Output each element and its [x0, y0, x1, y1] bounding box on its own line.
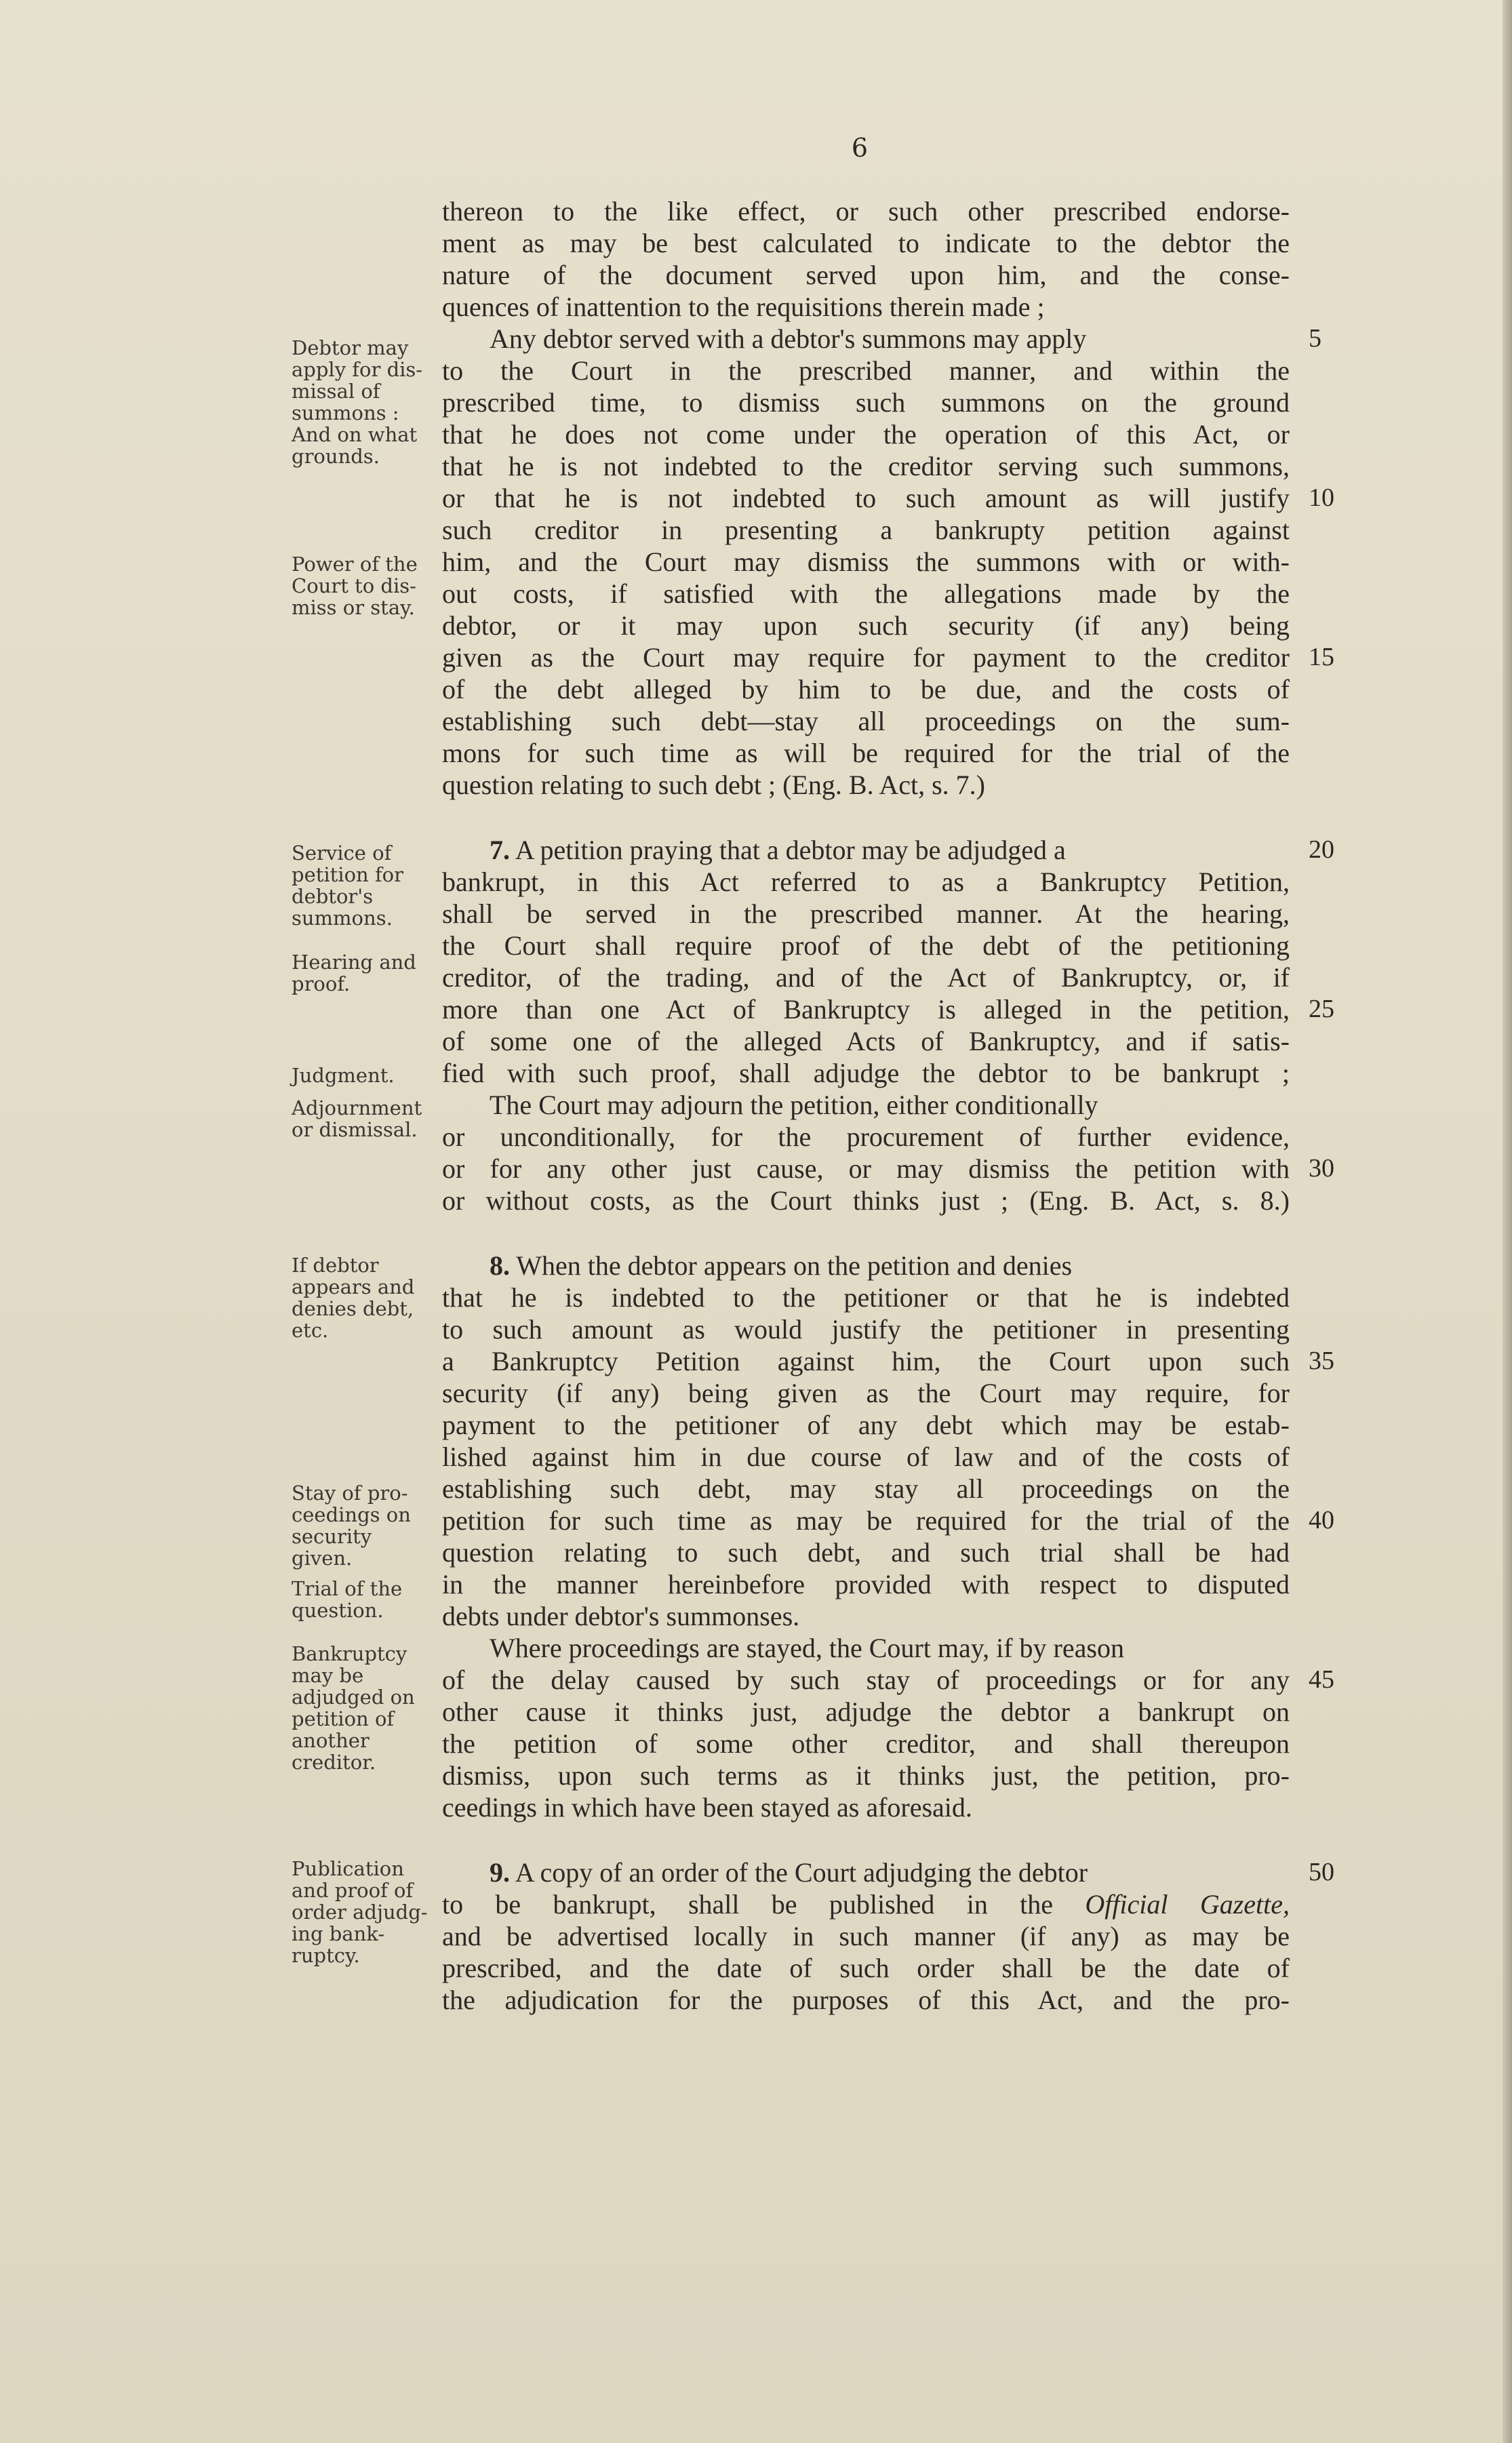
text-line: [442, 1632, 1290, 1664]
section-number: 8.: [490, 1250, 510, 1281]
text-line: [442, 1282, 1290, 1313]
line-number: 10: [1309, 483, 1334, 512]
margin-note-line: adjudged on: [292, 1686, 415, 1709]
margin-note-line: order adjudg-: [292, 1901, 428, 1924]
margin-note-line: debtor's: [292, 885, 374, 908]
text-line: [442, 418, 1290, 450]
text-line: [442, 1057, 1290, 1089]
text-line: [442, 1952, 1290, 1984]
section-number: 9.: [490, 1857, 510, 1888]
text-span: bankrupt, in this Act referred to as a Bankruptcy Petition,: [442, 867, 1290, 897]
text-span: prescribed time, to dismiss such summons on the ground: [442, 387, 1290, 418]
text-span: The Court may adjourn the petition, either conditionally: [490, 1090, 1098, 1120]
text-span: lished against him in due course of law and of the costs of: [442, 1442, 1290, 1472]
margin-note-line: And on what: [292, 423, 418, 446]
line-number: 35: [1309, 1347, 1334, 1375]
margin-note-line: another: [292, 1729, 370, 1752]
text-span: to the Court in the prescribed manner, and within the: [442, 355, 1290, 386]
text-span: given as the Court may require for payment to the creditor: [442, 642, 1290, 673]
line-number: 30: [1309, 1154, 1334, 1183]
text-line: [442, 578, 1290, 610]
text-line: [442, 227, 1290, 259]
margin-note-line: If debtor: [292, 1254, 379, 1277]
margin-note-line: appears and: [292, 1275, 415, 1298]
text-span: of some one of the alleged Acts of Bankruptcy, and if satis-: [442, 1026, 1290, 1056]
text-line: [442, 1984, 1290, 2016]
text-span: debts under debtor's summonses.: [442, 1601, 800, 1631]
text-span: establishing such debt—stay all proceedings on the sum-: [442, 706, 1290, 736]
text-span: dismiss, upon such terms as it thinks just, the petition, pro-: [442, 1760, 1290, 1791]
text-line: [442, 1153, 1290, 1185]
margin-note-line: Publication: [292, 1857, 404, 1880]
margin-note-line: Bankruptcy: [292, 1642, 407, 1665]
text-span: more than one Act of Bankruptcy is alleged in the petition,: [442, 994, 1290, 1025]
text-span: ceedings in which have been stayed as aforesaid.: [442, 1792, 972, 1823]
margin-note-line: denies debt,: [292, 1297, 414, 1320]
margin-note-line: creditor.: [292, 1751, 376, 1774]
margin-note-line: Judgment.: [292, 1064, 395, 1087]
margin-note: [292, 1578, 447, 1621]
text-span: nature of the document served upon him, and the conse-: [442, 260, 1290, 290]
text-line: [442, 834, 1290, 866]
text-span: security (if any) being given as the Court may require, for: [442, 1378, 1290, 1408]
text-span: that he is indebted to the petitioner or that he is indebted: [442, 1282, 1290, 1313]
page-edge: [1503, 0, 1512, 2443]
margin-note: [292, 337, 447, 467]
text-line: [442, 1920, 1290, 1952]
line-number: 50: [1309, 1858, 1334, 1886]
text-span: a Bankruptcy Petition against him, the Court upon such: [442, 1346, 1290, 1376]
text-line: [442, 930, 1290, 961]
margin-note-line: Service of: [292, 841, 392, 865]
text-line: [442, 291, 1290, 323]
text-line: [442, 641, 1290, 673]
text-span: payment to the petitioner of any debt which may be estab-: [442, 1410, 1290, 1440]
text-line: [442, 1696, 1290, 1728]
margin-note-line: security: [292, 1525, 372, 1548]
margin-note-line: petition of: [292, 1707, 395, 1730]
text-span: the adjudication for the purposes of this Act, and the pro-: [442, 1985, 1290, 2015]
text-line: [442, 1505, 1290, 1536]
margin-note-line: Debtor may: [292, 336, 409, 359]
text-span: Any debtor served with a debtor's summons may apply: [490, 323, 1087, 354]
text-line: [442, 1121, 1290, 1153]
text-line: [442, 195, 1290, 227]
text-span: the petition of some other creditor, and shall thereupon: [442, 1728, 1290, 1759]
text-line: [442, 1185, 1290, 1216]
margin-note-line: miss or stay.: [292, 596, 415, 619]
text-line: [442, 1409, 1290, 1441]
text-span: petition for such time as may be required for the trial of the: [442, 1505, 1290, 1536]
margin-note-line: Power of the: [292, 553, 418, 576]
margin-note-line: Adjournment: [292, 1096, 422, 1119]
text-line: [442, 1568, 1290, 1600]
text-line: [442, 961, 1290, 993]
margin-note: [292, 951, 447, 995]
text-line: [442, 546, 1290, 578]
text-line: [442, 259, 1290, 291]
text-span: other cause it thinks just, adjudge the debtor a bankrupt on: [442, 1696, 1290, 1727]
text-line: [442, 1250, 1290, 1282]
text-span: question relating to such debt, and such trial shall be had: [442, 1537, 1290, 1568]
text-span: or that he is not indebted to such amount as will justify: [442, 483, 1290, 513]
margin-note-line: missal of: [292, 380, 380, 403]
margin-note: [292, 553, 447, 618]
margin-note: [292, 1065, 447, 1086]
text-span: question relating to such debt ; (Eng. B. Act, s. 7.): [442, 770, 985, 800]
text-line: [442, 1441, 1290, 1473]
margin-note-line: or dismissal.: [292, 1118, 418, 1141]
text-line: [442, 673, 1290, 705]
text-line: [442, 610, 1290, 641]
margin-note: [292, 842, 447, 929]
text-line: [442, 1345, 1290, 1377]
margin-note: [292, 1643, 447, 1773]
line-number: 25: [1309, 995, 1334, 1023]
text-line: [442, 1377, 1290, 1409]
line-number: 5: [1309, 324, 1321, 353]
margin-note-line: given.: [292, 1547, 353, 1570]
text-line: [442, 482, 1290, 514]
text-span: or unconditionally, for the procurement of further evidence,: [442, 1121, 1290, 1152]
line-number: 20: [1309, 835, 1334, 864]
text-span: fied with such proof, shall adjudge the debtor to be bankrupt ;: [442, 1058, 1290, 1088]
text-line: [442, 1728, 1290, 1760]
text-span: establishing such debt, may stay all proceedings on the: [442, 1473, 1290, 1504]
text-line: [442, 355, 1290, 386]
margin-note-line: Court to dis-: [292, 574, 416, 597]
text-line: [442, 1791, 1290, 1823]
text-span: out costs, if satisfied with the allegations made by the: [442, 578, 1290, 609]
text-span: A copy of an order of the Court adjudging the debtor: [515, 1857, 1088, 1888]
margin-note-line: summons.: [292, 907, 393, 930]
margin-note-line: and proof of: [292, 1879, 414, 1902]
margin-note-line: Hearing and: [292, 951, 416, 974]
text-line: [442, 769, 1290, 801]
margin-note-line: question.: [292, 1599, 384, 1622]
text-span: When the debtor appears on the petition and denies: [516, 1250, 1073, 1281]
text-line: [442, 1313, 1290, 1345]
text-span: creditor, of the trading, and of the Act of Bankruptcy, or, if: [442, 962, 1290, 993]
text-span: quences of inattention to the requisitions therein made ;: [442, 292, 1045, 322]
text-line: [442, 866, 1290, 898]
margin-note-line: grounds.: [292, 445, 380, 468]
text-span: to such amount as would justify the petitioner in presenting: [442, 1314, 1290, 1345]
text-span: debtor, or it may upon such security (if any) being: [442, 610, 1290, 641]
text-line: [442, 737, 1290, 769]
text-span: that he does not come under the operation of this Act, or: [442, 419, 1290, 450]
text-line: [442, 993, 1290, 1025]
margin-note-line: ceedings on: [292, 1503, 411, 1526]
text-span: or for any other just cause, or may dismiss the petition with: [442, 1153, 1290, 1184]
text-span: Where proceedings are stayed, the Court may, if by reason: [490, 1633, 1124, 1663]
text-span: of the debt alleged by him to be due, and the costs of: [442, 674, 1290, 704]
text-span: shall be served in the prescribed manner. At the hearing,: [442, 898, 1290, 929]
text-line: [442, 1600, 1290, 1632]
margin-note-line: proof.: [292, 972, 351, 995]
text-line: [442, 323, 1290, 355]
margin-note: [292, 1254, 447, 1341]
text-span: mons for such time as will be required for the trial of the: [442, 738, 1290, 768]
text-line: [442, 705, 1290, 737]
text-span: such creditor in presenting a bankrupty petition against: [442, 515, 1290, 545]
text-span: and be advertised locally in such manner (if any) as may be: [442, 1921, 1290, 1951]
text-line: [442, 1025, 1290, 1057]
margin-note-line: apply for dis-: [292, 358, 423, 381]
text-line: [442, 450, 1290, 482]
margin-note-line: ruptcy.: [292, 1944, 360, 1967]
margin-note: [292, 1097, 447, 1140]
text-line: [442, 1888, 1290, 1920]
line-number: 45: [1309, 1665, 1334, 1694]
italic-text: Official Gazette,: [1085, 1889, 1290, 1920]
line-number: 15: [1309, 643, 1334, 671]
text-span: in the manner hereinbefore provided with respect to disputed: [442, 1569, 1290, 1600]
text-line: [442, 1760, 1290, 1791]
text-line: [442, 1664, 1290, 1696]
page-number: 6: [851, 133, 869, 163]
text-line: [442, 1089, 1290, 1121]
text-line: [442, 514, 1290, 546]
text-line: [442, 1473, 1290, 1505]
margin-note-line: Trial of the: [292, 1577, 403, 1600]
line-number: 40: [1309, 1506, 1334, 1534]
text-line: [442, 898, 1290, 930]
margin-note-line: may be: [292, 1664, 364, 1687]
text-line: [442, 1536, 1290, 1568]
margin-note-line: Stay of pro-: [292, 1482, 408, 1505]
text-span: that he is not indebted to the creditor serving such summons,: [442, 451, 1290, 481]
text-span: to be bankrupt, shall be published in the: [442, 1889, 1053, 1920]
margin-note: [292, 1482, 447, 1569]
text-span: thereon to the like effect, or such other prescribed endorse-: [442, 196, 1290, 226]
text-span: prescribed, and the date of such order shall be the date of: [442, 1953, 1290, 1983]
margin-note-line: ing bank-: [292, 1922, 385, 1945]
text-span: of the delay caused by such stay of proceedings or for any: [442, 1665, 1290, 1695]
text-line: [442, 386, 1290, 418]
margin-note-line: etc.: [292, 1319, 329, 1342]
text-span: the Court shall require proof of the debt of the petitioning: [442, 930, 1290, 961]
text-line: [442, 1856, 1290, 1888]
text-span: or without costs, as the Court thinks just ; (Eng. B. Act, s. 8.): [442, 1185, 1290, 1216]
section-number: 7.: [490, 835, 510, 865]
margin-note-line: petition for: [292, 863, 403, 886]
text-span: him, and the Court may dismiss the summons with or with-: [442, 547, 1290, 577]
text-span: ment as may be best calculated to indicate to the debtor the: [442, 228, 1290, 258]
margin-note: [292, 1858, 447, 1966]
text-span: A petition praying that a debtor may be adjudged a: [515, 835, 1066, 865]
margin-note-line: summons :: [292, 401, 399, 424]
